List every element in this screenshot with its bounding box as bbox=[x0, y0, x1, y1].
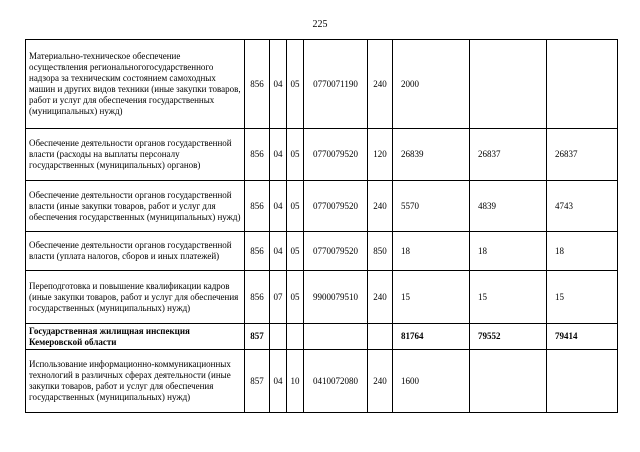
subsection-code bbox=[287, 324, 304, 350]
table-row bbox=[26, 129, 618, 181]
table-row bbox=[26, 350, 618, 413]
section-code: 04 bbox=[270, 40, 287, 129]
expense-type-code: 240 bbox=[368, 181, 393, 232]
amount-year-2: 15 bbox=[470, 271, 547, 324]
expense-name: Обеспечение деятельности органов государственной власти (иные закупки товаров, работ и услуг для обеспечения государственных (муниципальных) нужд) bbox=[26, 181, 245, 232]
amount-year-3: 4743 bbox=[547, 181, 618, 232]
amount-year-1: 15 bbox=[393, 271, 470, 324]
subsection-code: 05 bbox=[287, 271, 304, 324]
expense-type-code: 240 bbox=[368, 40, 393, 129]
section-code bbox=[270, 324, 287, 350]
expense-name: Переподготовка и повышение квалификации кадров (иные закупки товаров, работ и услуг для обеспечения государственных (муниципальных) нужд) bbox=[26, 271, 245, 324]
expense-name: Государственная жилищная инспекция Кемеровской области bbox=[26, 324, 245, 350]
expense-name: Обеспечение деятельности органов государственной власти (уплата налогов, сборов и иных платежей) bbox=[26, 232, 245, 271]
department-code: 856 bbox=[245, 271, 270, 324]
amount-year-1: 81764 bbox=[393, 324, 470, 350]
page-number: 225 bbox=[312, 19, 328, 30]
table-body bbox=[26, 40, 618, 413]
table-row bbox=[26, 324, 618, 350]
amount-year-2: 26837 bbox=[470, 129, 547, 181]
amount-year-2: 18 bbox=[470, 232, 547, 271]
subsection-code: 05 bbox=[287, 129, 304, 181]
budget-table bbox=[25, 39, 618, 413]
amount-year-3: 18 bbox=[547, 232, 618, 271]
expense-type-code: 240 bbox=[368, 271, 393, 324]
amount-year-3 bbox=[547, 350, 618, 413]
amount-year-1: 1600 bbox=[393, 350, 470, 413]
target-item-code: 0770071190 bbox=[304, 40, 368, 129]
amount-year-3 bbox=[547, 40, 618, 129]
subsection-code: 05 bbox=[287, 232, 304, 271]
table-row bbox=[26, 40, 618, 129]
target-item-code: 9900079510 bbox=[304, 271, 368, 324]
expense-type-code: 240 bbox=[368, 350, 393, 413]
department-code: 857 bbox=[245, 324, 270, 350]
department-code: 857 bbox=[245, 350, 270, 413]
table-row bbox=[26, 232, 618, 271]
expense-type-code bbox=[368, 324, 393, 350]
target-item-code: 0410072080 bbox=[304, 350, 368, 413]
section-code: 07 bbox=[270, 271, 287, 324]
amount-year-2: 4839 bbox=[470, 181, 547, 232]
section-code: 04 bbox=[270, 232, 287, 271]
target-item-code bbox=[304, 324, 368, 350]
amount-year-1: 2000 bbox=[393, 40, 470, 129]
table-row bbox=[26, 271, 618, 324]
department-code: 856 bbox=[245, 181, 270, 232]
department-code: 856 bbox=[245, 129, 270, 181]
subsection-code: 10 bbox=[287, 350, 304, 413]
section-code: 04 bbox=[270, 181, 287, 232]
amount-year-3: 26837 bbox=[547, 129, 618, 181]
amount-year-1: 26839 bbox=[393, 129, 470, 181]
section-code: 04 bbox=[270, 129, 287, 181]
expense-name: Обеспечение деятельности органов государственной власти (расходы на выплаты персоналу государственных (муниципальных) органов) bbox=[26, 129, 245, 181]
amount-year-2 bbox=[470, 40, 547, 129]
amount-year-2: 79552 bbox=[470, 324, 547, 350]
amount-year-3: 15 bbox=[547, 271, 618, 324]
subsection-code: 05 bbox=[287, 40, 304, 129]
amount-year-1: 18 bbox=[393, 232, 470, 271]
subsection-code: 05 bbox=[287, 181, 304, 232]
table-row bbox=[26, 181, 618, 232]
department-code: 856 bbox=[245, 40, 270, 129]
target-item-code: 0770079520 bbox=[304, 232, 368, 271]
expense-type-code: 850 bbox=[368, 232, 393, 271]
expense-type-code: 120 bbox=[368, 129, 393, 181]
expense-name: Материально-техническое обеспечение осуществления региональногогосударственного надзора за техническим состоянием самоходных машин и других видов техники (иные закупки товаров, работ и услуг для обеспечения государственных (муниципальных) нужд) bbox=[26, 40, 245, 129]
amount-year-3: 79414 bbox=[547, 324, 618, 350]
target-item-code: 0770079520 bbox=[304, 129, 368, 181]
department-code: 856 bbox=[245, 232, 270, 271]
amount-year-1: 5570 bbox=[393, 181, 470, 232]
target-item-code: 0770079520 bbox=[304, 181, 368, 232]
section-code: 04 bbox=[270, 350, 287, 413]
expense-name: Использование информационно-коммуникационных технологий в различных сферах деятельности (иные закупки товаров, работ и услуг для обеспечения государственных (муниципальных) нужд) bbox=[26, 350, 245, 413]
amount-year-2 bbox=[470, 350, 547, 413]
